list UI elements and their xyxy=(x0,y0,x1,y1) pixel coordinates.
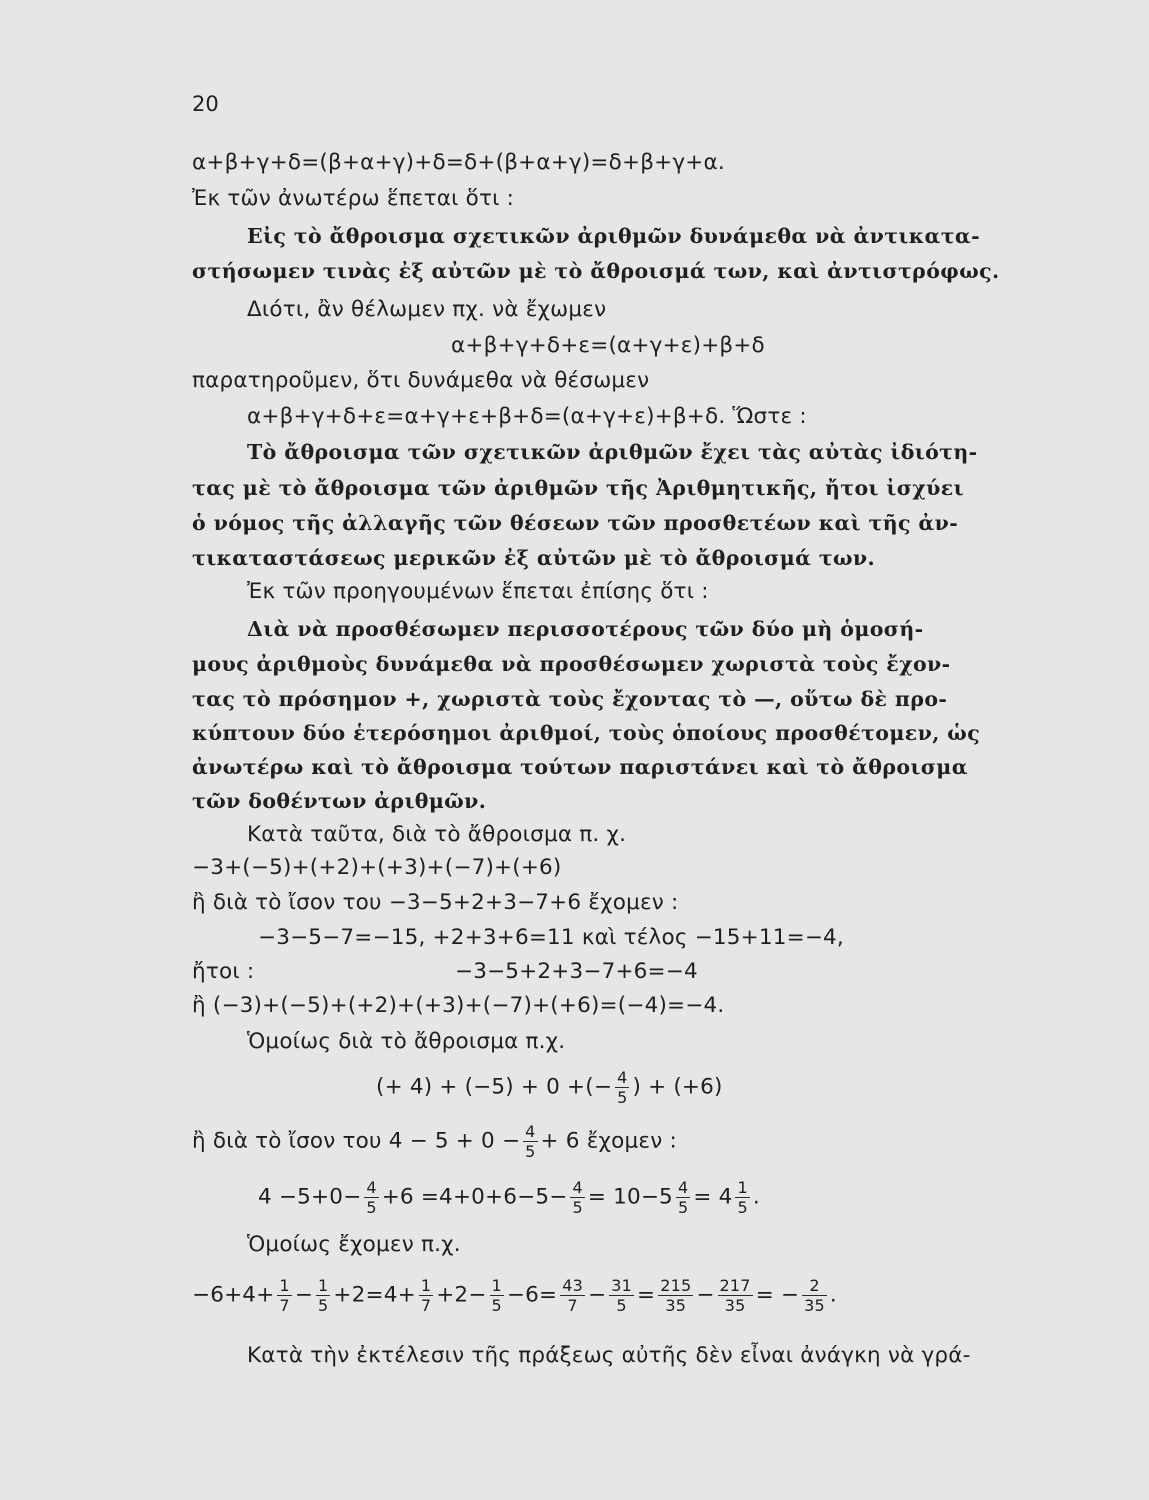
text-line: Ἐκ τῶν ἀνωτέρω ἕπεται ὅτι : xyxy=(192,186,515,211)
fraction: $\frac{43}{7}$ xyxy=(562,1276,583,1315)
equation-line: −3−5−7=−15, +2+3+6=11 καὶ τέλος −15+11=−4, xyxy=(258,925,844,950)
bold-rule-line: Τὸ ἄθροισμα τῶν σχετικῶν ἀριθμῶν ἔχει τὰς αὐτὰς ἰδιότη- xyxy=(247,440,978,464)
fraction: $\frac{1}{5}$ xyxy=(737,1178,748,1217)
fraction: $\frac{4}{5}$ xyxy=(366,1178,377,1217)
equation-line: −3−5+2+3−7+6=−4 xyxy=(455,959,698,984)
fraction: $\frac{4}{5}$ xyxy=(525,1122,536,1161)
bold-rule-line: κύπτουν δύο ἑτερόσημοι ἀριθμοί, τοὺς ὁποίους προσθέτομεν, ὡς xyxy=(192,721,981,745)
bold-rule-line: τῶν δοθέντων ἀριθμῶν. xyxy=(192,789,487,813)
equation-line: α+β+γ+δ+ε=α+γ+ε+β+δ=(α+γ+ε)+β+δ. Ὥστε : xyxy=(247,404,807,429)
bold-rule-line: τας μὲ τὸ ἄθροισμα τῶν ἀριθμῶν τῆς Ἀριθμητικῆς, ἤτοι ἰσχύει xyxy=(192,476,964,500)
bold-rule-line: ὁ νόμος τῆς ἀλλαγῆς τῶν θέσεων τῶν προσθετέων καὶ τῆς ἀν- xyxy=(192,511,959,535)
fraction: $\frac{215}{35}$ xyxy=(660,1276,692,1315)
equation-line: ἢ (−3)+(−5)+(+2)+(+3)+(−7)+(+6)=(−4)=−4. xyxy=(192,993,725,1018)
equation-line: α+β+γ+δ+ε=(α+γ+ε)+β+δ xyxy=(451,333,765,358)
text-line: Ὁμοίως διὰ τὸ ἄθροισμα π.χ. xyxy=(247,1029,566,1054)
bold-rule-line: στήσωμεν τινὰς ἐξ αὐτῶν μὲ τὸ ἄθροισμά των, καὶ ἀντιστρόφως. xyxy=(192,259,1000,283)
fraction: $\frac{1}{7}$ xyxy=(420,1276,432,1315)
fraction: $\frac{1}{5}$ xyxy=(318,1276,329,1315)
page-number: 20 xyxy=(192,92,219,116)
text-line: Κατὰ τὴν ἐκτέλεσιν τῆς πράξεως αὐτῆς δὲν εἶναι ἀνάγκη νὰ γρά- xyxy=(247,1343,971,1368)
text-line: ἤτοι : xyxy=(192,959,255,984)
fraction: $\frac{217}{35}$ xyxy=(719,1276,751,1315)
equation-line: ἢ διὰ τὸ ἴσον του 4 − 5 + 0 − $\frac{4}{5}$ + 6 ἔχομεν : xyxy=(192,1122,677,1161)
equation-associative: α+β+γ+δ=(β+α+γ)+δ=δ+(β+α+γ)=δ+β+γ+α. xyxy=(192,150,725,175)
equation-line: (+ 4) + (−5) + 0 +(− $\frac{4}{5}$ ) + (+6) xyxy=(376,1068,723,1107)
text-line: Διότι, ἂν θέλωμεν πχ. νὰ ἔχωμεν xyxy=(247,297,607,322)
text-line: Ὁμοίως ἔχομεν π.χ. xyxy=(247,1232,461,1257)
fraction: $\frac{4}{5}$ xyxy=(617,1068,628,1107)
text-line: ἢ διὰ τὸ ἴσον του −3−5+2+3−7+6 ἔχομεν : xyxy=(192,890,679,915)
equation-line: −3+(−5)+(+2)+(+3)+(−7)+(+6) xyxy=(192,855,562,880)
fraction: $\frac{1}{5}$ xyxy=(491,1276,502,1315)
equation-line: 4 −5+0− $\frac{4}{5}$ +6 =4+0+6−5− $\frac{4}{5}$ = 10−5 $\frac{4}{5}$ = 4 $\frac{1}{5}$ . xyxy=(258,1178,760,1217)
bold-rule-line: Εἰς τὸ ἄθροισμα σχετικῶν ἀριθμῶν δυνάμεθα νὰ ἀντικατα- xyxy=(247,224,980,248)
bold-rule-line: μους ἀριθμοὺς δυνάμεθα νὰ προσθέσωμεν χωριστὰ τοὺς ἔχον- xyxy=(192,652,951,676)
bold-rule-line: τας τὸ πρόσημον +, χωριστὰ τοὺς ἔχοντας τὸ —, οὕτω δὲ προ- xyxy=(192,687,948,711)
fraction: $\frac{31}{5}$ xyxy=(611,1276,632,1315)
fraction: $\frac{4}{5}$ xyxy=(572,1178,583,1217)
fraction: $\frac{2}{35}$ xyxy=(804,1276,825,1315)
equation-line: −6+4+ $\frac{1}{7}$ − $\frac{1}{5}$ +2=4+ $\frac{1}{7}$ +2− $\frac{1}{5}$ −6= $\frac{43}{7}$ − $\frac{31}{5}$ = $\frac{215}{35}$ − $\frac{217}{35}$ = − $\frac{2}{35}$ . xyxy=(192,1276,837,1315)
text-line: Κατὰ ταῦτα, διὰ τὸ ἄθροισμα π. χ. xyxy=(247,822,627,847)
bold-rule-line: τικαταστάσεως μερικῶν ἐξ αὐτῶν μὲ τὸ ἄθροισμά των. xyxy=(192,546,876,570)
text-line: παρατηροῦμεν, ὅτι δυνάμεθα νὰ θέσωμεν xyxy=(192,368,650,393)
fraction: $\frac{1}{7}$ xyxy=(279,1276,290,1315)
text-line: Ἐκ τῶν προηγουμένων ἕπεται ἐπίσης ὅτι : xyxy=(247,579,709,604)
bold-rule-line: Διὰ νὰ προσθέσωμεν περισσοτέρους τῶν δύο μὴ ὁμοσή- xyxy=(247,617,924,641)
fraction: $\frac{4}{5}$ xyxy=(677,1178,689,1217)
bold-rule-line: ἀνωτέρω καὶ τὸ ἄθροισμα τούτων παριστάνει καὶ τὸ ἄθροισμα xyxy=(192,755,968,779)
